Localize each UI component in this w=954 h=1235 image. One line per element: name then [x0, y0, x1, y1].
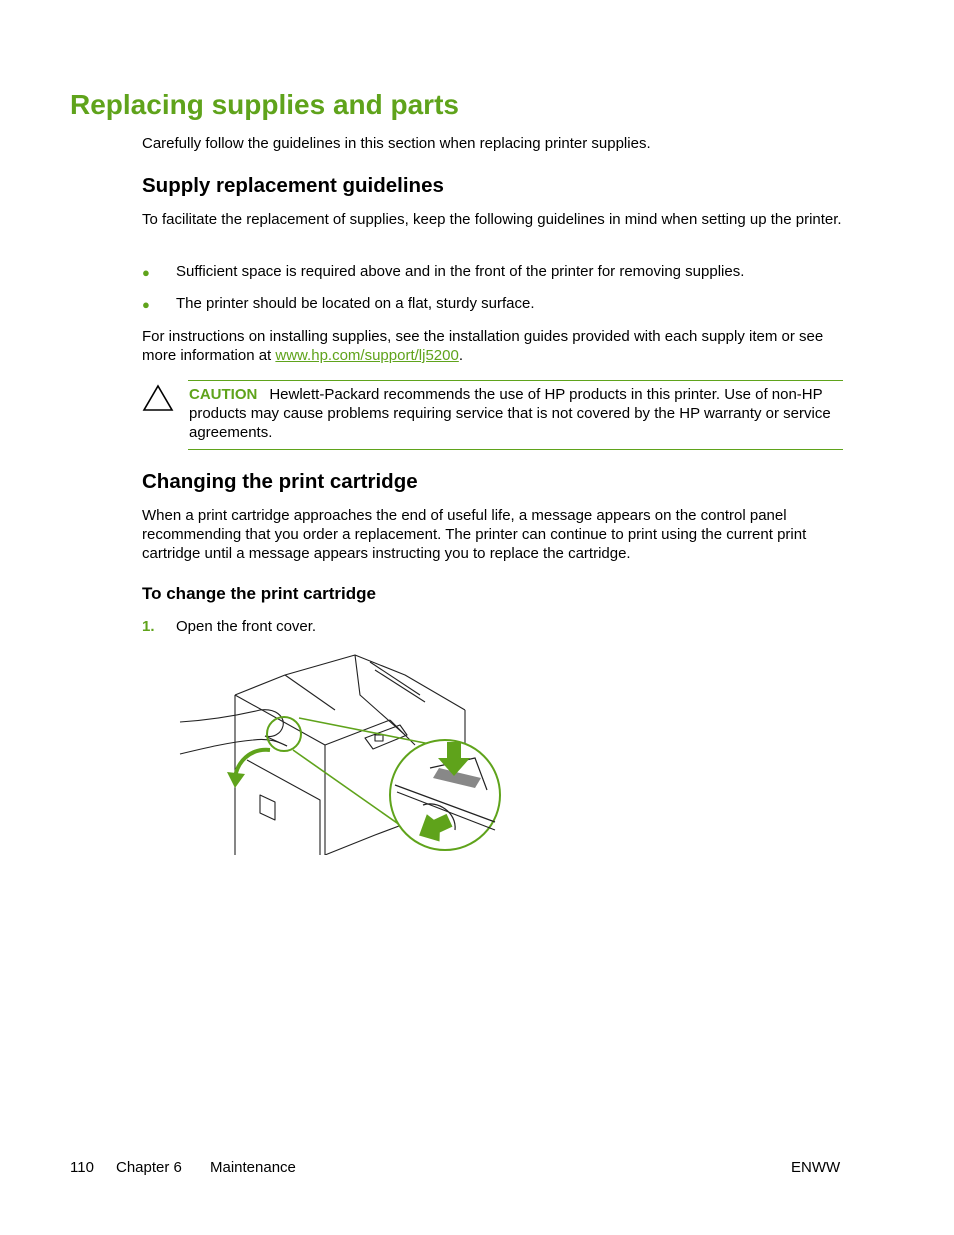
page-number: 110 — [70, 1159, 94, 1176]
intro-text: Carefully follow the guidelines in this section when replacing printer supplies. — [142, 135, 651, 152]
instructions-text: For instructions on installing supplies, see the installation guides provided with each supply item or see more information at — [142, 328, 824, 364]
cartridge-paragraph: When a print cartridge approaches the end of useful life, a message appears on the control panel recommending that you order a replacement. The printer can continue to print using the current print cartridge until a message appears instructing you to replace the cartridge. — [142, 507, 807, 562]
instructions-paragraph — [142, 327, 842, 365]
footer-chapter: Chapter 6 — [116, 1159, 182, 1176]
list-item: Sufficient space is required above and in the front of the printer for removing supplies. — [176, 263, 745, 280]
support-link[interactable]: www.hp.com/support/lj5200 — [275, 347, 459, 364]
procedure-heading: To change the print cartridge — [142, 584, 376, 603]
caution-text: Hewlett-Packard recommends the use of HP products in this printer. Use of non-HP products may cause problems requiring service that is not covered by the HP warranty or service agreements. — [189, 386, 831, 441]
bullet-icon: ● — [142, 297, 150, 312]
section-heading-supply-guidelines: Supply replacement guidelines — [142, 174, 444, 197]
caution-label: CAUTION — [189, 386, 258, 403]
guidelines-paragraph: To facilitate the replacement of supplies, keep the following guidelines in mind when setting up the printer. — [142, 211, 842, 228]
caution-triangle-icon — [142, 384, 174, 412]
footer-section: Maintenance — [210, 1159, 296, 1176]
footer-doc-id: ENWW — [791, 1159, 841, 1176]
bullet-icon: ● — [142, 265, 150, 280]
printer-front-cover-illustration — [175, 650, 505, 855]
list-item: The printer should be located on a flat, sturdy surface. — [176, 295, 535, 312]
page-title: Replacing supplies and parts — [70, 89, 459, 120]
caution-note — [189, 385, 839, 442]
section-heading-change-cartridge: Changing the print cartridge — [142, 470, 418, 493]
instructions-suffix: . — [458, 347, 463, 364]
step-number: 1. — [142, 618, 155, 635]
step-text: Open the front cover. — [176, 618, 317, 635]
